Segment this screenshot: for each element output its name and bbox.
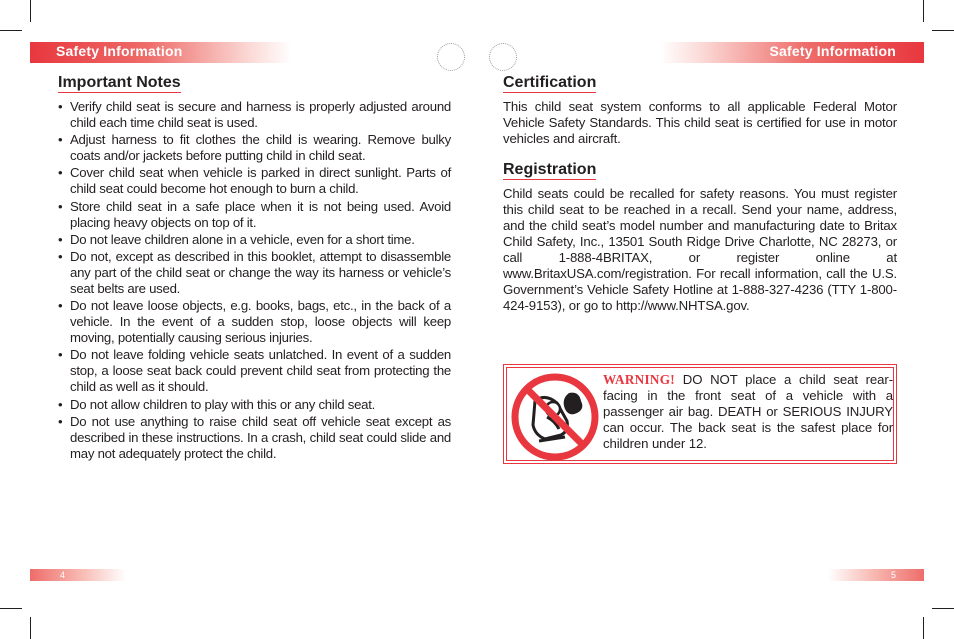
list-item (58, 249, 451, 297)
page-number-right: 5 (890, 570, 896, 580)
crop-mark (0, 608, 22, 609)
crop-mark (923, 0, 924, 22)
registration-heading-text: Registration (503, 161, 597, 178)
bullet: • (58, 132, 63, 148)
header-title-right: Safety Information (769, 43, 896, 59)
page-number-left: 4 (60, 570, 66, 580)
crop-mark (30, 0, 31, 22)
list-item-text: Do not leave children alone in a vehicle, even for a short time. (70, 231, 415, 247)
no-rear-facing-seat-airbag-icon (511, 373, 599, 461)
bullet: • (58, 298, 63, 314)
warning-box (503, 364, 897, 464)
registration-mark (437, 43, 465, 71)
list-item-text: Do not use anything to raise child seat off vehicle seat except as described in these instructions. In a crash, child seat could slide and may not adequately protect the child. (70, 413, 451, 461)
warning-body: DO NOT place a child seat rear-facing in the front seat of a vehicle with a passenger air bag. DEATH or SERIOUS INJURY can occur. The back seat is the safest place for children under 12. (603, 372, 893, 451)
important-notes-heading (58, 74, 181, 92)
bullet: • (58, 165, 63, 181)
list-item-text: Cover child seat when vehicle is parked in direct sunlight. Parts of child seat could become hot enough to burn a child. (70, 165, 451, 197)
warning-text (603, 372, 893, 452)
footer-bar-left (30, 569, 126, 581)
certification-body: This child seat system conforms to all applicable Federal Motor Vehicle Safety Standards. This child seat is certified for use in motor vehicles and aircraft. (503, 99, 897, 146)
bullet: • (58, 396, 63, 412)
header-bar-left (30, 42, 292, 63)
crop-mark (932, 30, 954, 31)
list-item (58, 165, 451, 197)
list-item (58, 298, 451, 346)
header-bar-right (660, 42, 924, 63)
list-item-text: Store child seat in a safe place when it is not being used. Avoid placing heavy objects on top of it. (70, 198, 451, 230)
important-notes-heading-text: Important Notes (58, 74, 181, 91)
warning-box-inner (506, 367, 894, 461)
list-item (58, 232, 451, 248)
bullet: • (58, 413, 63, 429)
list-item (58, 132, 451, 164)
list-item (58, 347, 451, 395)
registration-heading (503, 161, 596, 179)
list-item-text: Do not, except as described in this booklet, attempt to disassemble any part of the child seat or change the way its harness or vehicle’s seat belts are used. (70, 248, 451, 296)
list-item (58, 199, 451, 231)
footer-bar-right (828, 569, 924, 581)
certification-heading-text: Certification (503, 74, 597, 91)
list-item (58, 414, 451, 462)
list-item-text: Adjust harness to fit clothes the child is wearing. Remove bulky coats and/or jackets before putting child in child seat. (70, 132, 451, 164)
registration-body: Child seats could be recalled for safety reasons. You must register this child seat to be reached in a recall. Send your name, address, and the child seat’s model number and manufacturing date to Britax Child Safety, Inc., 13501 South Ridge Drive Charlotte, NC 28273, or call 1-888-4BRITAX, or register online at www.BritaxUSA.com/registration. For recall information, call the U.S. Government’s Vehicle Safety Hotline at 1-888-327-4236 (TTY 1-800-424-9153), or go to http://www.NHTSA.gov. (503, 186, 897, 313)
bullet: • (58, 99, 63, 114)
list-item (58, 99, 451, 131)
warning-label: WARNING! (603, 372, 675, 387)
bullet: • (58, 198, 63, 214)
list-item-text: Do not leave loose objects, e.g. books, bags, etc., in the back of a vehicle. In the event of a sudden stop, loose objects will keep moving, potentially causing serious injuries. (70, 298, 451, 346)
header-title-left: Safety Information (56, 43, 183, 59)
bullet: • (58, 248, 63, 264)
list-item-text: Do not leave folding vehicle seats unlatched. In event of a sudden stop, a loose seat back could prevent child seat from protecting the child as well as it should. (70, 347, 451, 395)
important-notes-list (58, 99, 451, 463)
crop-mark (923, 617, 924, 639)
bullet: • (58, 347, 63, 363)
crop-mark (0, 30, 22, 31)
bullet: • (58, 231, 63, 247)
list-item-text: Verify child seat is secure and harness is properly adjusted around child each time child seat is used. (70, 99, 451, 130)
list-item-text: Do not allow children to play with this or any child seat. (70, 396, 376, 412)
list-item (58, 397, 451, 413)
certification-heading (503, 74, 596, 92)
crop-mark (932, 608, 954, 609)
registration-mark (489, 43, 517, 71)
crop-mark (30, 617, 31, 639)
